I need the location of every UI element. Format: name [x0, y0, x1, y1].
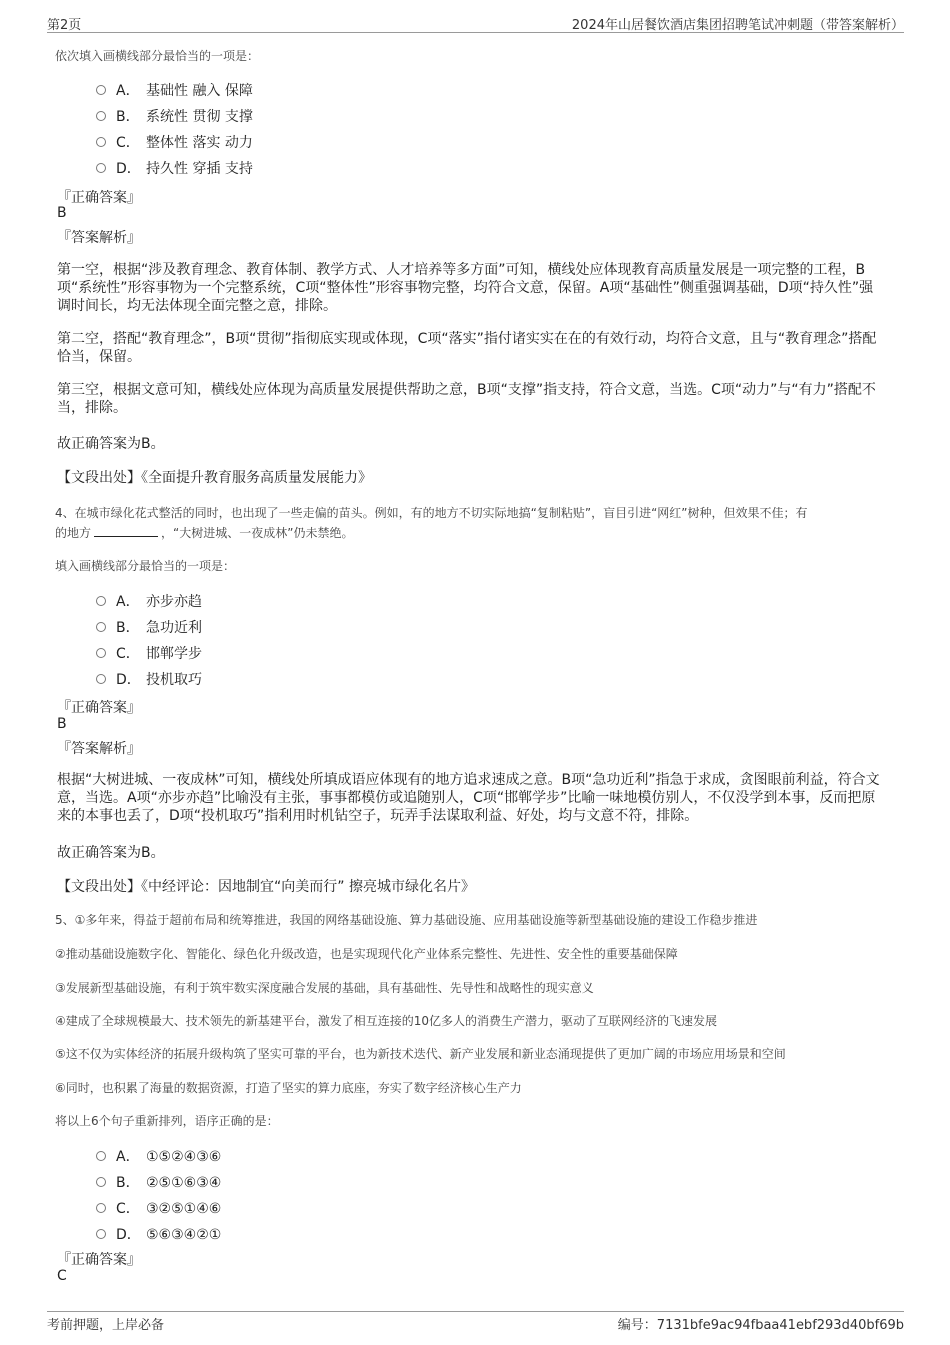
radio-icon[interactable]	[96, 648, 106, 658]
q4-correct-answer-label: 『正确答案』	[57, 700, 141, 716]
q4-prompt: 填入画横线部分最恰当的一项是：	[55, 559, 236, 573]
document-title: 2024年山居餐饮酒店集团招聘笔试冲刺题（带答案解析）	[571, 18, 904, 33]
radio-icon[interactable]	[96, 674, 106, 684]
page-footer	[47, 1311, 904, 1336]
q5-option-b[interactable]: B． ②⑤①⑥③④	[96, 1172, 221, 1192]
document-id: 编号：7131bfe9ac94fbaa41ebf293d40bf69b	[617, 1318, 904, 1333]
q4-option-b[interactable]: B． 急功近利	[96, 617, 202, 637]
q3-analysis-label: 『答案解析』	[57, 230, 141, 246]
radio-icon[interactable]	[96, 596, 106, 606]
q3-analysis-p3: 第三空，根据文意可知，横线处应体现为高质量发展提供帮助之意，B项“支撑”指支持，符合文意，当选。C项“动力”与“有力”搭配不当，排除。	[57, 382, 876, 416]
q5-option-d[interactable]: D． ⑤⑥③④②①	[96, 1224, 221, 1244]
q5-sentence-2: ②推动基础设施数字化、智能化、绿色化升级改造，也是实现现代化产业体系完整性、先进性、安全性的重要基础保障	[55, 947, 678, 961]
q3-analysis-p2: 第二空，搭配“教育理念”，B项“贯彻”指彻底实现或体现，C项“落实”指付诸实实在在的有效行动，均符合文意，且与“教育理念”搭配恰当，保留。	[57, 331, 877, 365]
q3-option-c[interactable]: C． 整体性 落实 动力	[96, 132, 253, 152]
radio-icon[interactable]	[96, 85, 106, 95]
radio-icon[interactable]	[96, 622, 106, 632]
q3-option-d[interactable]: D． 持久性 穿插 支持	[96, 158, 253, 178]
q5-sentence-4: ④建成了全球规模最大、技术领先的新基建平台，激发了相互连接的10亿多人的消费生产潜力，驱动了互联网经济的飞速发展	[55, 1014, 718, 1028]
q3-option-b[interactable]: B． 系统性 贯彻 支撑	[96, 106, 253, 126]
answer-blank	[94, 524, 158, 537]
radio-icon[interactable]	[96, 1177, 106, 1187]
q5-answer: C	[57, 1268, 67, 1284]
radio-icon[interactable]	[96, 1203, 106, 1213]
radio-icon[interactable]	[96, 111, 106, 121]
q3-analysis-p1: 第一空，根据“涉及教育理念、教育体制、教学方式、人才培养等多方面”可知，横线处应体现教育高质量发展是一项完整的工程，B项“系统性”形容事物为一个完整系统，C项“整体性”形容事物完整，均符合文意，保留。A项“基础性”侧重强调基础，D项“持久性”强调时间长，均无法体现全面完整之意，排除。	[57, 262, 874, 314]
q5-correct-answer-label: 『正确答案』	[57, 1252, 141, 1268]
q4-source: 【文段出处】《中经评论：因地制宜“向美而行” 擦亮城市绿化名片》	[57, 879, 475, 895]
radio-icon[interactable]	[96, 137, 106, 147]
radio-icon[interactable]	[96, 1229, 106, 1239]
page-number: 第2页	[47, 18, 82, 33]
q4-option-c[interactable]: C． 邯郸学步	[96, 643, 202, 663]
q4-option-a[interactable]: A． 亦步亦趋	[96, 591, 202, 611]
q5-prompt: 将以上6个句子重新排列，语序正确的是：	[55, 1114, 279, 1128]
q4-stem-line1: 4、在城市绿化花式整活的同时，也出现了一些走偏的苗头。例如，有的地方不切实际地搞“复制粘贴”，盲目引进“网红”树种，但效果不佳；有	[55, 506, 808, 520]
q4-analysis-p1: 根据“大树进城、一夜成林”可知，横线处所填成语应体现有的地方追求速成之意。B项“急功近利”指急于求成，贪图眼前利益，符合文意，当选。A项“亦步亦趋”比喻没有主张，事事都模仿或追随别人，C项“邯郸学步”比喻一味地模仿别人，不仅没学到本事，反而把原来的本事也丢了，D项“投机取巧”指利用时机钻空子，玩弄手法谋取利益、好处，均与文意不符，排除。	[57, 772, 880, 824]
q5-sentence-5: ⑤这不仅为实体经济的拓展升级构筑了坚实可靠的平台，也为新技术迭代、新产业发展和新业态涌现提供了更加广阔的市场应用场景和空间	[55, 1047, 786, 1061]
q5-sentence-3: ③发展新型基础设施，有利于筑牢数实深度融合发展的基础，具有基础性、先导性和战略性的现实意义	[55, 981, 594, 995]
q3-answer: B	[57, 205, 67, 221]
q4-answer: B	[57, 716, 67, 732]
q5-sentence-6: ⑥同时，也积累了海量的数据资源，打造了坚实的算力底座，夯实了数字经济核心生产力	[55, 1081, 522, 1095]
radio-icon[interactable]	[96, 1151, 106, 1161]
page-header	[47, 12, 904, 33]
q3-option-a[interactable]: A． 基础性 融入 保障	[96, 80, 253, 100]
q3-source: 【文段出处】《全面提升教育服务高质量发展能力》	[57, 470, 372, 486]
q3-correct-answer-label: 『正确答案』	[57, 190, 141, 206]
q4-stem-line2: 的地方 ，“大树进城、一夜成林”仍未禁绝。	[55, 526, 354, 540]
q3-analysis-conclusion: 故正确答案为B。	[57, 436, 165, 452]
footer-slogan: 考前押题，上岸必备	[47, 1318, 165, 1333]
q3-prompt: 依次填入画横线部分最恰当的一项是：	[55, 49, 260, 63]
q5-option-a[interactable]: A． ①⑤②④③⑥	[96, 1146, 221, 1166]
q5-option-c[interactable]: C． ③②⑤①④⑥	[96, 1198, 221, 1218]
q4-analysis-label: 『答案解析』	[57, 741, 141, 757]
radio-icon[interactable]	[96, 163, 106, 173]
q5-sentence-1: 5、①多年来，得益于超前布局和统筹推进，我国的网络基础设施、算力基础设施、应用基础设施等新型基础设施的建设工作稳步推进	[55, 913, 758, 927]
q4-analysis-conclusion: 故正确答案为B。	[57, 845, 165, 861]
q4-option-d[interactable]: D． 投机取巧	[96, 669, 202, 689]
